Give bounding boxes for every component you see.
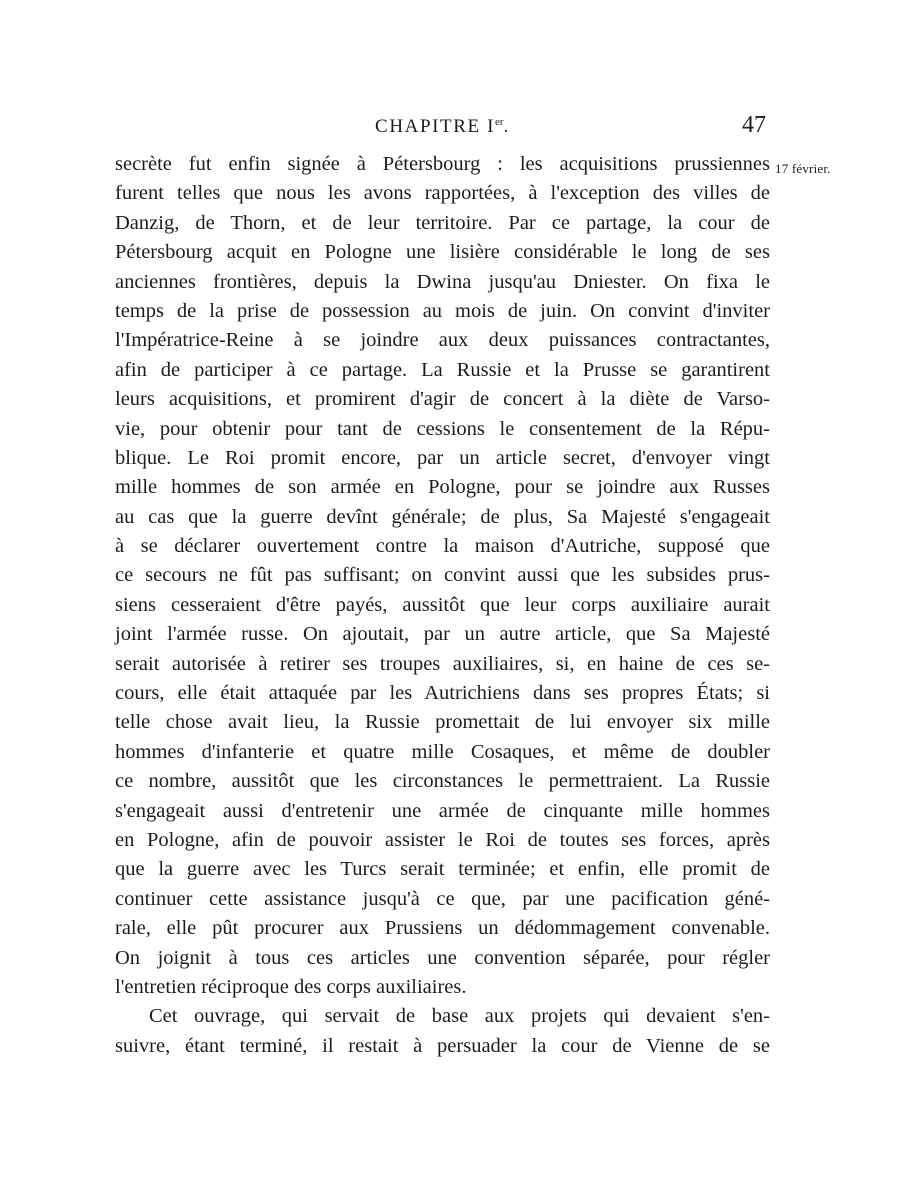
text-line: temps de la prise de possession au mois de juin. On convint d'inviter [115, 299, 770, 322]
text-line: que la guerre avec les Turcs serait terminée; et enfin, elle promit de [115, 858, 770, 881]
text-line: s'engageait aussi d'entretenir une armée de cinquante mille hommes [115, 799, 770, 822]
text-line: cours, elle était attaquée par les Autrichiens dans ses propres États; si [115, 682, 770, 705]
text-line: ce secours ne fût pas suffisant; on convint aussi que les subsides prus- [115, 564, 770, 587]
text-line: ce nombre, aussitôt que les circonstances le permettraient. La Russie [115, 770, 770, 793]
text-line: continuer cette assistance jusqu'à ce que, par une pacification géné- [115, 887, 770, 910]
text-line: Danzig, de Thorn, et de leur territoire. Par ce partage, la cour de [115, 211, 770, 234]
text-line: mille hommes de son armée en Pologne, pour se joindre aux Russes [115, 476, 770, 499]
chapter-title [115, 116, 770, 138]
text-line: Pétersbourg acquit en Pologne une lisière considérable le long de ses [115, 241, 770, 264]
text-line: l'Impératrice-Reine à se joindre aux deux puissances contractantes, [115, 329, 770, 352]
chapter-title-superscript: er [495, 116, 504, 128]
chapter-title-text: CHAPITRE I [375, 116, 496, 137]
text-line: leurs acquisitions, et promirent d'agir de concert à la diète de Varso- [115, 388, 770, 411]
text-line: blique. Le Roi promit encore, par un article secret, d'envoyer vingt [115, 446, 770, 469]
body-text [115, 150, 770, 1061]
text-line: furent telles que nous les avons rapportées, à l'exception des villes de [115, 182, 770, 205]
text-line: hommes d'infanterie et quatre mille Cosaques, et même de doubler [115, 740, 770, 763]
text-line: anciennes frontières, depuis la Dwina jusqu'au Dniester. On fixa le [115, 270, 770, 293]
text-line: On joignit à tous ces articles une convention séparée, pour régler [115, 946, 770, 969]
page-number: 47 [742, 112, 766, 138]
text-line: telle chose avait lieu, la Russie promettait de lui envoyer six mille [115, 711, 770, 734]
text-line: rale, elle pût procurer aux Prussiens un dédommagement convenable. [115, 917, 770, 940]
text-line: afin de participer à ce partage. La Russie et la Prusse se garantirent [115, 358, 770, 381]
text-line-paragraph-start: Cet ouvrage, qui servait de base aux projets qui devaient s'en- [149, 1005, 770, 1028]
text-line: au cas que la guerre devînt générale; de plus, Sa Majesté s'engageait [115, 505, 770, 528]
chapter-title-period: . [503, 116, 510, 137]
margin-date-note: 17 février. [775, 161, 831, 176]
text-line: siens cesseraient d'être payés, aussitôt que leur corps auxiliaire aurait [115, 593, 770, 616]
text-line-paragraph-end: l'entretien réciproque des corps auxiliaires. [115, 975, 467, 998]
running-head [115, 112, 770, 146]
text-line: à se déclarer ouvertement contre la maison d'Autriche, supposé que [115, 535, 770, 558]
text-line: joint l'armée russe. On ajoutait, par un autre article, que Sa Majesté [115, 623, 770, 646]
text-line: vie, pour obtenir pour tant de cessions le consentement de la Répu- [115, 417, 770, 440]
text-line: en Pologne, afin de pouvoir assister le Roi de toutes ses forces, après [115, 828, 770, 851]
text-line: secrète fut enfin signée à Pétersbourg : les acquisitions prussiennes [115, 153, 770, 175]
text-line: serait autorisée à retirer ses troupes auxiliaires, si, en haine de ces se- [115, 652, 770, 675]
text-line: suivre, étant terminé, il restait à persuader la cour de Vienne de se [115, 1034, 770, 1057]
